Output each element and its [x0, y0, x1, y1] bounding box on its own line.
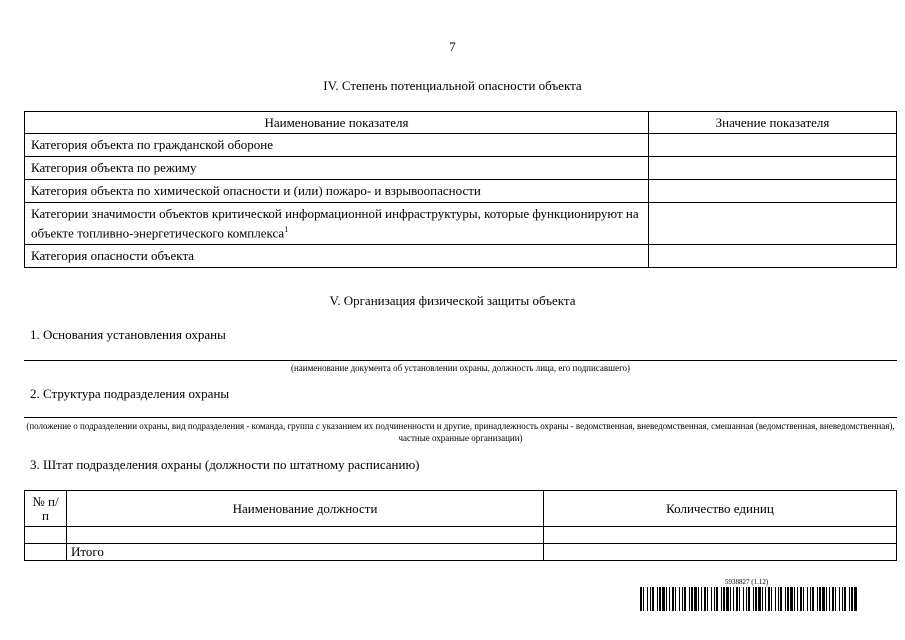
- cell-number[interactable]: [25, 527, 67, 544]
- total-label: Итого: [67, 544, 544, 561]
- cell-position[interactable]: [67, 527, 544, 544]
- row-label: Категория объекта по гражданской обороне: [25, 134, 649, 157]
- row-label: Категория опасности объекта: [25, 245, 649, 268]
- item-2-label: 2. Структура подразделения охраны: [30, 386, 230, 401]
- row-value[interactable]: [649, 203, 897, 245]
- table-row: [25, 157, 897, 180]
- table-header-row: [25, 112, 897, 134]
- table-row: [25, 527, 897, 544]
- table-row: [25, 134, 897, 157]
- table-row: [25, 245, 897, 268]
- total-row: [25, 544, 897, 561]
- page-number: 7: [449, 39, 456, 54]
- row-value[interactable]: [649, 134, 897, 157]
- header-position: Наименование должности: [67, 491, 544, 527]
- row-value[interactable]: [649, 180, 897, 203]
- staff-table: [24, 490, 897, 561]
- item-1-caption: (наименование документа об установлении охраны, должность лица, его подписавшего): [290, 363, 631, 373]
- table-row: [25, 180, 897, 203]
- fill-line-2[interactable]: [24, 417, 897, 418]
- row-label: Категории значимости объектов критической информационной инфраструктуры, которые функционируют на объекте топливно-энергетического комплекса: [31, 205, 639, 241]
- header-indicator-name: Наименование показателя: [25, 112, 649, 134]
- row-label: Категория объекта по режиму: [25, 157, 649, 180]
- header-number: № п/п: [25, 491, 67, 527]
- section-5-title: V. Организация физической защиты объекта: [329, 293, 576, 308]
- section-4-title: IV. Степень потенциальной опасности объекта: [323, 78, 582, 93]
- cell-total-quantity[interactable]: [544, 544, 897, 561]
- fill-line-1[interactable]: [24, 360, 897, 361]
- barcode-label: 5938827 (1.12): [725, 578, 769, 586]
- hazard-table: [24, 111, 897, 268]
- row-value[interactable]: [649, 157, 897, 180]
- item-3-label: 3. Штат подразделения охраны (должности по штатному расписанию): [30, 457, 420, 472]
- header-quantity: Количество единиц: [544, 491, 897, 527]
- cell-number: [25, 544, 67, 561]
- footnote-mark: 1: [284, 224, 289, 234]
- row-label-with-footnote: [25, 203, 649, 245]
- table-header-row: [25, 491, 897, 527]
- item-2-caption: (положение о подразделении охраны, вид подразделения - команда, группа с указанием их подчиненности и другие, принадлежность охраны - ведомственная, вневедомственная, смешанная (ведомственная, вневедомственная), частные охранные организации): [26, 421, 895, 443]
- table-row: [25, 203, 897, 245]
- cell-quantity[interactable]: [544, 527, 897, 544]
- item-1-label: 1. Основания установления охраны: [30, 327, 226, 342]
- header-indicator-value: Значение показателя: [649, 112, 897, 134]
- row-label: Категория объекта по химической опасности и (или) пожаро- и взрывоопасности: [25, 180, 649, 203]
- row-value[interactable]: [649, 245, 897, 268]
- barcode-icon: [640, 587, 858, 611]
